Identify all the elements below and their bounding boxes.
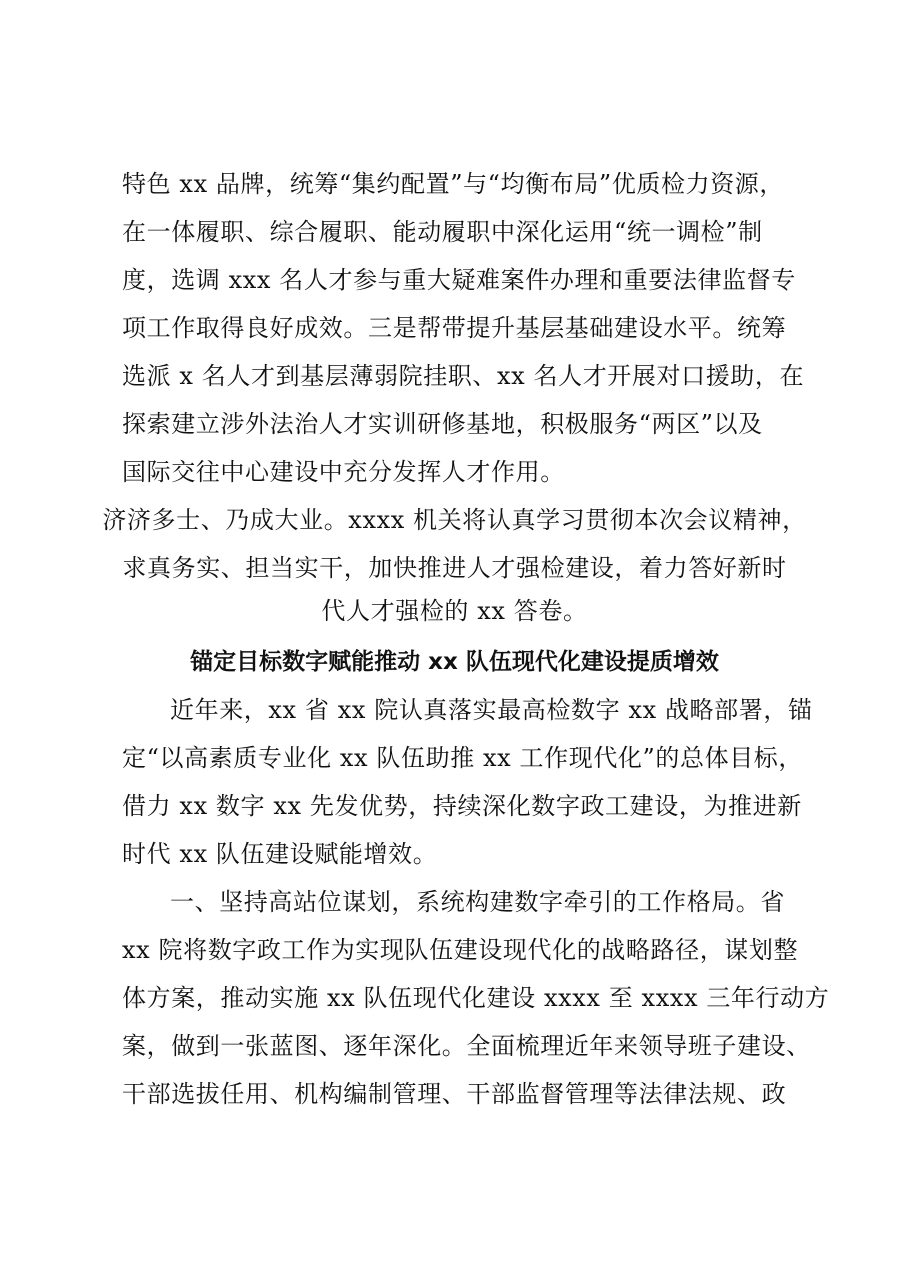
- text-line: 求真务实、担当实干，加快推进人才强检建设，着力答好新时: [122, 554, 787, 582]
- text-line: 度，选调 xxx 名人才参与重大疑难案件办理和重要法律监督专: [122, 266, 796, 294]
- text-line: 代人才强检的 xx 答卷。: [321, 597, 588, 625]
- text-line: 案，做到一张蓝图、逐年深化。全面梳理近年来领导班子建设、: [122, 1032, 811, 1060]
- text-line: 特色 xx 品牌，统筹“集约配置”与“均衡布局”优质检力资源，: [122, 170, 785, 198]
- text-line: 近年来，xx 省 xx 院认真落实最高检数字 xx 战略部署，锚: [170, 696, 813, 724]
- text-line: 体方案，推动实施 xx 队伍现代化建设 xxxx 至 xxxx 三年行动方: [122, 984, 830, 1012]
- text-line: 选派 x 名人才到基层薄弱院挂职、xx 名人才开展对口援助，在: [122, 362, 805, 390]
- text-line: 项工作取得良好成效。三是帮带提升基层基础建设水平。统筹: [122, 314, 787, 342]
- text-line: 在一体履职、综合履职、能动履职中深化运用“统一调检”制: [122, 218, 763, 246]
- article-title: 锚定目标数字赋能推动 xx 队伍现代化建设提质增效: [190, 649, 719, 675]
- text-line: 济济多士、乃成大业。xxxx 机关将认真学习贯彻本次会议精神，: [102, 506, 807, 534]
- text-line: 国际交往中心建设中充分发挥人才作用。: [122, 458, 565, 486]
- text-line: 借力 xx 数字 xx 先发优势，持续深化数字政工建设，为推进新: [122, 792, 802, 820]
- text-line: 干部选拔任用、机构编制管理、干部监督管理等法律法规、政: [122, 1080, 787, 1108]
- text-line: xx 院将数字政工作为实现队伍建设现代化的战略路径，谋划整: [122, 936, 799, 964]
- text-line: 探索建立涉外法治人才实训研修基地，积极服务“两区”以及: [122, 410, 763, 438]
- text-line: 时代 xx 队伍建设赋能增效。: [122, 840, 438, 868]
- text-line: 定“以高素质专业化 xx 队伍助推 xx 工作现代化”的总体目标，: [122, 744, 803, 772]
- text-line: 一、坚持高站位谋划，系统构建数字牵引的工作格局。省: [170, 888, 785, 916]
